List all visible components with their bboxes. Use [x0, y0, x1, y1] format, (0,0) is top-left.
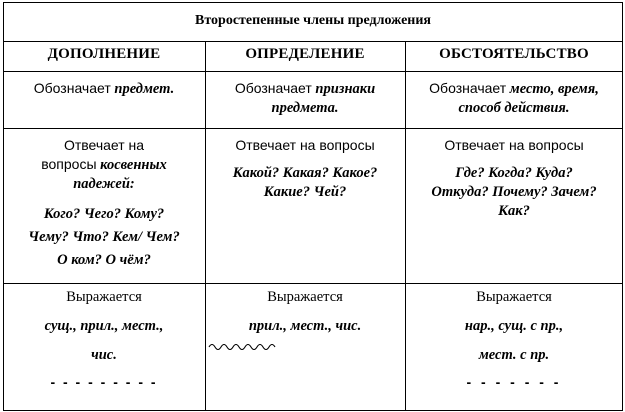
questions-obstoyatelstvo [405, 136, 623, 221]
meaning-opredelenie [205, 79, 405, 118]
question-list-line1: Кого? Чего? Кому? [43, 206, 165, 222]
header-opredelenie: ОПРЕДЕЛЕНИЕ [245, 46, 365, 62]
header-dopolnenie: ДОПОЛНЕНИЕ [47, 46, 161, 62]
meaning-prefix: Обозначает [234, 80, 312, 96]
question-list-line1: Какой? Какая? Какое? [232, 165, 378, 181]
table-border-meaning [3, 128, 623, 129]
question-em: косвенных [100, 157, 167, 173]
dash-dot-underline-mark: - - - - - - - [466, 374, 562, 390]
table-border-bottom [3, 410, 623, 411]
meaning-em: признаки [315, 81, 376, 97]
meaning-em: место, время, [509, 81, 599, 97]
question-intro-2: вопросы [41, 156, 97, 172]
meaning-obstoyatelstvo [405, 79, 623, 118]
meaning-em-line2: способ действия. [458, 100, 570, 116]
table-title: Второстепенные члены предложения [195, 13, 431, 28]
expressed-parts-line2: мест. с пр. [478, 347, 550, 363]
questions-dopolnenie [3, 136, 205, 270]
questions-opredelenie [205, 136, 405, 202]
meaning-em: предмет. [114, 81, 175, 97]
question-em-line3: падежей: [73, 176, 135, 192]
expressed-label: Выражается [476, 289, 552, 305]
wavy-underline-mark [208, 341, 280, 353]
question-list-line2: Какие? Чей? [263, 184, 347, 200]
expressed-parts-line1: нар., сущ. с пр., [464, 318, 564, 334]
expressed-parts-line2: чис. [91, 347, 117, 363]
meaning-prefix: Обозначает [33, 80, 111, 96]
table-border-header [3, 71, 623, 72]
meaning-dopolnenie [3, 79, 205, 99]
question-list-line3: О ком? О чём? [57, 252, 151, 268]
header-obstoyatelstvo: ОБСТОЯТЕЛЬСТВО [439, 46, 589, 62]
expressed-dopolnenie [3, 288, 205, 392]
meaning-em-line2: предмета. [271, 100, 339, 116]
expressed-parts-line1: сущ., прил., мест., [44, 318, 164, 334]
question-list-line1: Где? Когда? Куда? [455, 165, 573, 181]
question-list-line2: Чему? Что? Кем/ Чем? [28, 229, 180, 245]
expressed-opredelenie [205, 288, 405, 336]
expressed-label: Выражается [66, 289, 142, 305]
expressed-parts-line1: прил., мест., чис. [248, 318, 362, 334]
meaning-prefix: Обозначает [429, 80, 507, 96]
expressed-label: Выражается [267, 289, 343, 305]
question-intro: Отвечает на вопросы [444, 137, 584, 153]
question-list-line3: Как? [498, 203, 530, 219]
dashed-underline-mark: - - - - - - - - - [50, 374, 158, 390]
table-border-questions [3, 283, 623, 284]
question-intro: Отвечает на [63, 137, 145, 153]
expressed-obstoyatelstvo [405, 288, 623, 392]
question-list-line2: Откуда? Почему? Зачем? [431, 184, 597, 200]
question-intro: Отвечает на вопросы [235, 137, 375, 153]
